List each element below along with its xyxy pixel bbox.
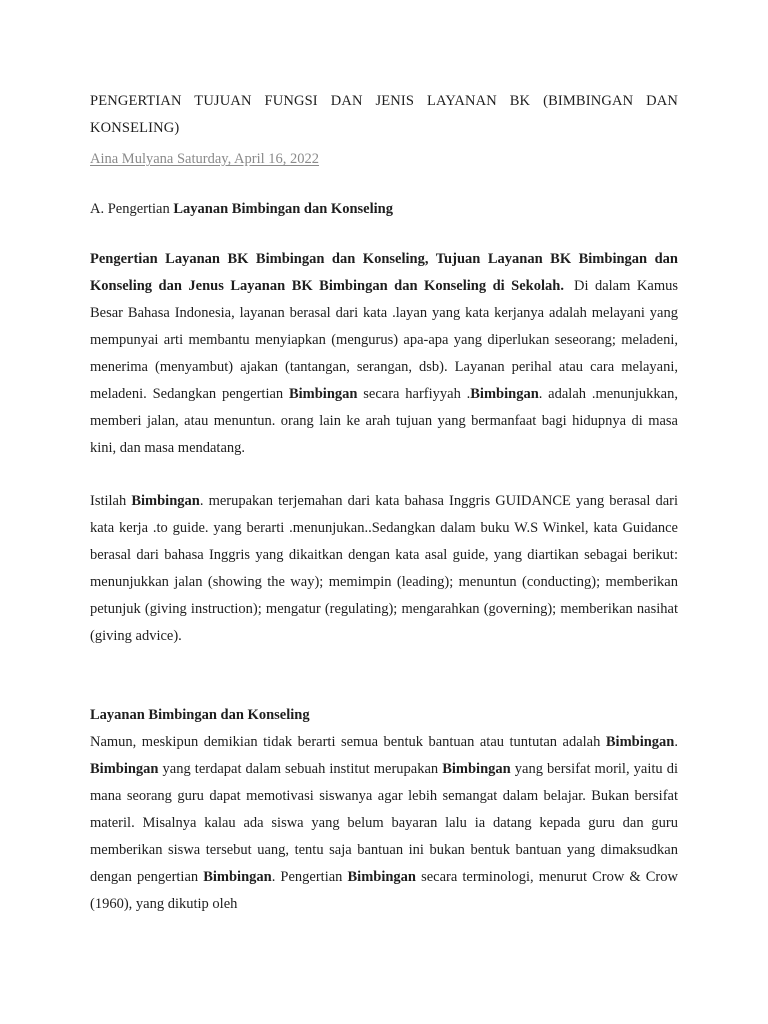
intro-text-3: . adalah .menunjukkan, memberi jalan, atau menuntun. orang lain ke arah tujuan yang bermanfaat bagi hidupnya di masa kini, dan masa mendatang. [90, 386, 678, 456]
istilah-text-2: . merupakan terjemahan dari kata bahasa Inggris GUIDANCE yang berasal dari kata kerja .to guide. yang berarti .menunjukan..Sedangkan dalam buku W.S Winkel, kata Guidance berasal dari bahasa Inggris yang dikaitkan dengan kata asal guide, yang diartikan sebagai berikut: menunjukkan jalan (showing the way); memimpin (leading); menuntun (conducting); memberikan petunjuk (giving instruction); mengatur (regulating); mengarahkan (governing); memberikan nasihat (giving advice). [90, 493, 678, 644]
intro-text-1: Di dalam Kamus Besar Bahasa Indonesia, layanan berasal dari kata .layan yang kata kerjanya adalah melayani yang mempunyai arti membantu menyiapkan (mengurus) apa-apa yang diperlukan seseorang; meladeni, menerima (menyambut) ajakan (tantangan, serangan, dsb). Layanan perihal atau cara melayani, meladeni. Sedangkan pengertian [90, 278, 678, 402]
intro-text-2: secara harfiyyah . [357, 386, 471, 402]
section-a-prefix: A. Pengertian [90, 201, 174, 217]
namun-term-2: Bimbingan [90, 761, 159, 777]
article-title: PENGERTIAN TUJUAN FUNGSI DAN JENIS LAYANAN BK (BIMBINGAN DAN KONSELING) [90, 93, 678, 136]
section-a-bold: Layanan Bimbingan dan Konseling [173, 201, 393, 217]
namun-text-3: yang terdapat dalam sebuah institut merupakan [158, 761, 443, 777]
namun-text-5: . Pengertian [271, 869, 348, 885]
namun-text-6: secara terminologi, menurut Crow & Crow (1960), yang dikutip oleh [90, 869, 678, 912]
namun-text-4: yang bersifat moril, yaitu di mana seorang guru dapat memotivasi siswanya agar lebih semangat dalam belajar. Bukan bersifat materil. Misalnya kalau ada siswa yang belum bayaran lalu ia datang kepada guru dan guru memberikan siswa tersebut uang, tentu saja bantuan ini bukan bentuk bantuan yang dimaksudkan dengan pengertian [90, 761, 678, 885]
namun-term-5: Bimbingan [347, 869, 416, 885]
istilah-text-1: Istilah [90, 493, 132, 509]
intro-paragraph [90, 246, 678, 462]
author-date-link[interactable]: Aina Mulyana Saturday, April 16, 2022 [90, 151, 320, 167]
subheading: Layanan Bimbingan dan Konseling [90, 707, 310, 723]
namun-term-3: Bimbingan [442, 761, 511, 777]
section-a-heading [90, 196, 678, 223]
istilah-term-1: Bimbingan [131, 493, 200, 509]
namun-text-2: . [674, 734, 678, 750]
namun-term-4: Bimbingan [203, 869, 272, 885]
namun-paragraph [90, 729, 678, 918]
intro-term-2: Bimbingan [470, 386, 539, 402]
namun-term-1: Bimbingan [605, 734, 675, 750]
article [90, 88, 678, 918]
intro-bold-lead: Pengertian Layanan BK Bimbingan dan Konseling, Tujuan Layanan BK Bimbingan dan Konseling dan Jenus Layanan BK Bimbingan dan Konseling di Sekolah. [90, 251, 678, 294]
intro-term-1: Bimbingan [288, 386, 358, 402]
istilah-paragraph [90, 488, 678, 650]
namun-text-1: Namun, meskipun demikian tidak berarti semua bentuk bantuan atau tuntutan adalah [90, 734, 606, 750]
